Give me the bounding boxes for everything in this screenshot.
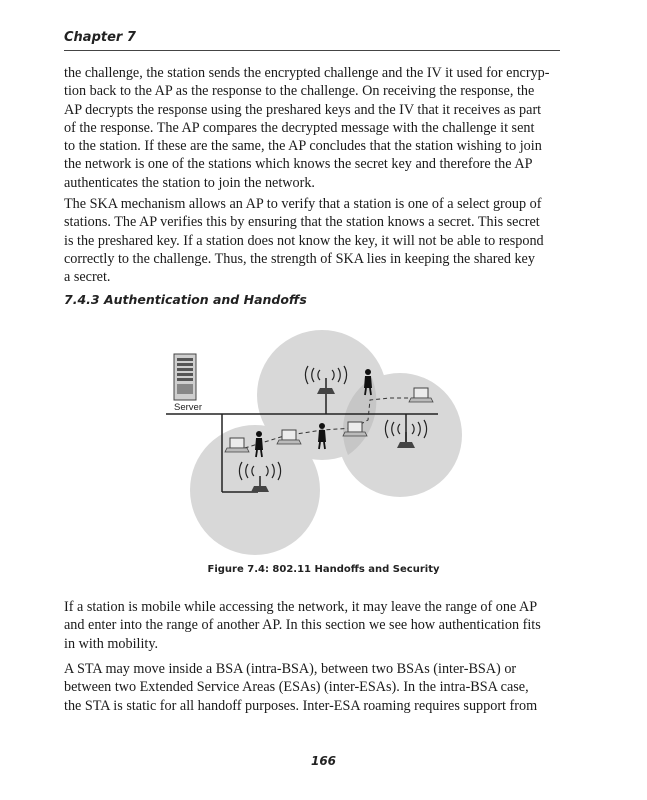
- text-line: and enter into the range of another AP. In this section we see how authentication fits: [64, 617, 541, 634]
- page-number: 166: [310, 754, 337, 768]
- text-line: tion back to the AP as the response to the challenge. On receiving the response, the: [64, 83, 535, 100]
- text-line: between two Extended Service Areas (ESAs) (inter-ESAs). In the intra-BSA case,: [64, 679, 529, 696]
- paragraph-ska-mechanism: [64, 195, 560, 286]
- text-line: in with mobility.: [64, 635, 159, 652]
- text-line: the network is one of the stations which knows the secret key and therefore the AP: [64, 156, 533, 173]
- text-line: a secret.: [64, 269, 111, 286]
- text-line: If a station is mobile while accessing the network, it may leave the range of one AP: [64, 599, 538, 615]
- text-line: authenticates the station to join the network.: [64, 174, 315, 191]
- text-line: is the preshared key. If a station does not know the key, it will not be able to respond: [64, 232, 544, 249]
- text-line: A STA may move inside a BSA (intra-BSA), between two BSAs (inter-BSA) or: [64, 661, 517, 677]
- text-line: stations. The AP verifies this by ensuring that the station knows a secret. This secret: [64, 214, 540, 231]
- figure-caption: Figure 7.4: 802.11 Handoffs and Security: [207, 564, 440, 575]
- chapter-header: Chapter 7: [64, 30, 136, 45]
- header-rule: [64, 50, 560, 51]
- text-line: AP decrypts the response using the preshared keys and the IV that it receives as part: [64, 101, 542, 118]
- text-line: correctly to the challenge. Thus, the strength of SKA lies in keeping the shared key: [64, 250, 535, 267]
- text-line: The SKA mechanism allows an AP to verify that a station is one of a select group of: [64, 196, 542, 212]
- text-line: the STA is static for all handoff purposes. Inter-ESA roaming requires support from: [64, 697, 538, 714]
- text-line: of the response. The AP compares the decrypted message with the challenge it sent: [64, 119, 535, 136]
- paragraph-roaming: [64, 660, 560, 715]
- section-heading: 7.4.3 Authentication and Handoffs: [64, 292, 307, 307]
- server-icon: [174, 354, 196, 400]
- paragraph-challenge-response: [64, 64, 560, 192]
- text-line: the challenge, the station sends the encrypted challenge and the IV it used for encryp-: [64, 65, 550, 81]
- paragraph-mobility: [64, 598, 560, 653]
- server-label: Server: [174, 402, 202, 413]
- handoff-diagram: [150, 330, 480, 560]
- text-line: to the station. If these are the same, the AP concludes that the station wishing to join: [64, 138, 542, 155]
